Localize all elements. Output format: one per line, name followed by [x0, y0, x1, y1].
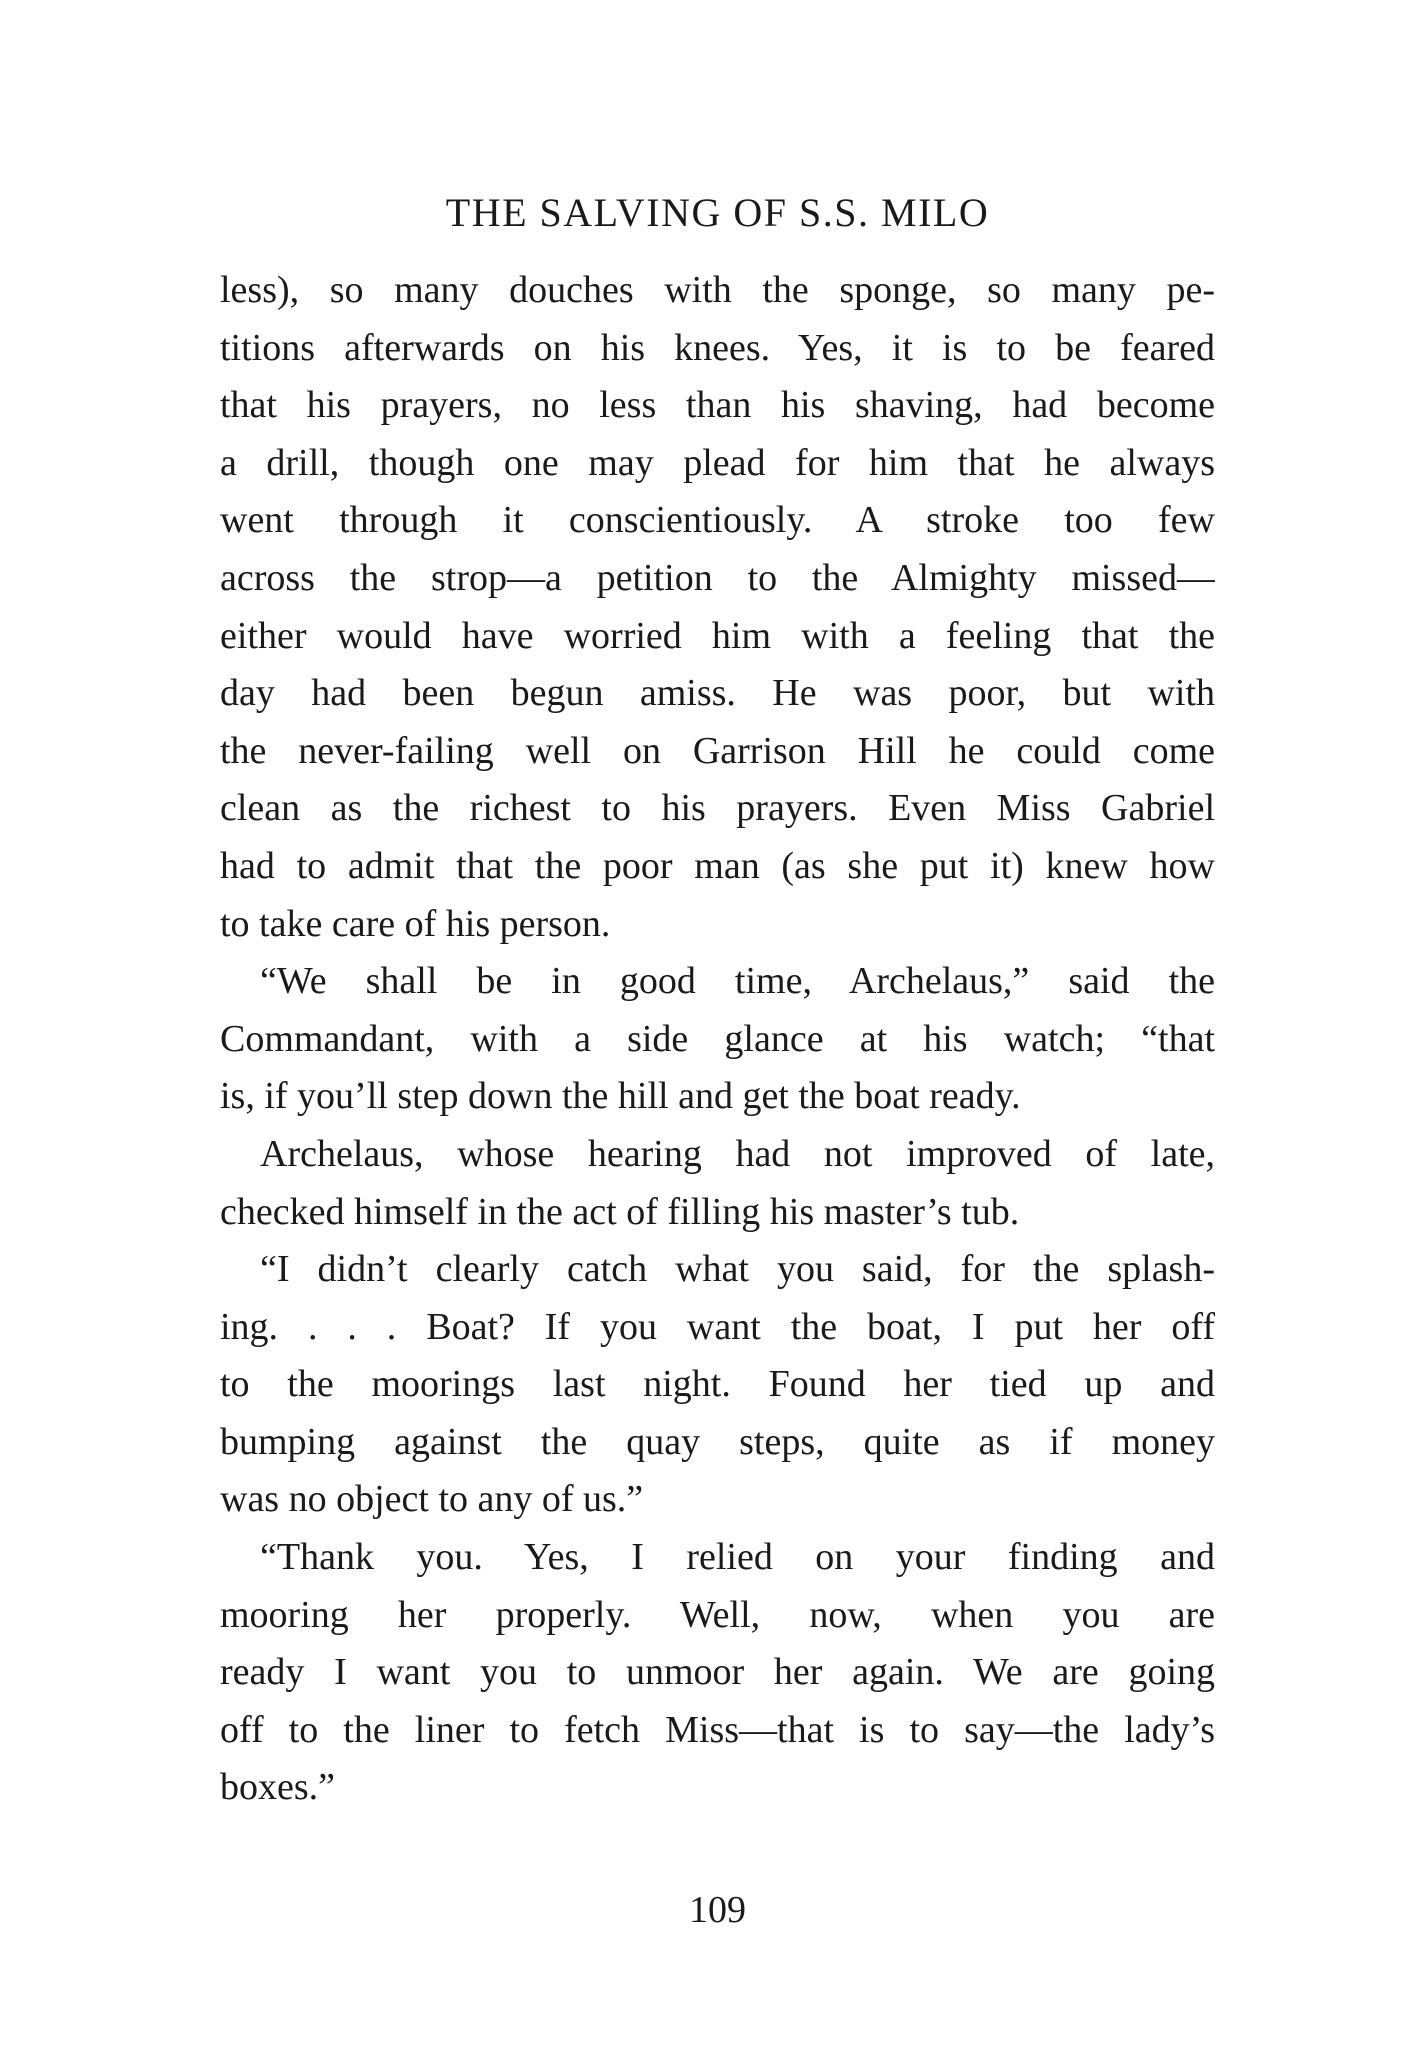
text-line: mooring her properly. Well, now, when you are [220, 1593, 1215, 1636]
text-line: less), so many douches with the sponge, so many pe- [220, 269, 1215, 311]
text-line: “I didn’t clearly catch what you said, for the splash- [260, 1248, 1215, 1291]
text-line: Commandant, with a side glance at his watch; “that [220, 1017, 1215, 1060]
text-line: a drill, though one may plead for him that he always [220, 441, 1215, 484]
text-line: checked himself in the act of filling his master’s tub. [220, 1190, 1020, 1233]
text-line: is, if you’ll step down the hill and get the boat ready. [220, 1075, 1021, 1118]
running-head: THE SALVING OF S.S. MILO [445, 190, 990, 235]
text-line: ing. . . . Boat? If you want the boat, I put her off [220, 1305, 1215, 1348]
text-line: to the moorings last night. Found her tied up and [220, 1363, 1215, 1406]
text-line: either would have worried him with a feeling that the [220, 614, 1215, 657]
text-line: ready I want you to unmoor her again. We are going [220, 1651, 1215, 1694]
text-line: the never-failing well on Garrison Hill he could come [220, 729, 1215, 772]
text-line: had to admit that the poor man (as she put it) knew how [220, 844, 1215, 887]
text-line: to take care of his person. [220, 902, 611, 945]
text-line: clean as the richest to his prayers. Even Miss Gabriel [220, 787, 1215, 830]
text-line: titions afterwards on his knees. Yes, it is to be feared [220, 326, 1215, 369]
text-line: bumping against the quay steps, quite as if money [220, 1420, 1215, 1463]
text-line: was no object to any of us.” [220, 1478, 644, 1521]
text-line: “Thank you. Yes, I relied on your finding and [260, 1536, 1215, 1579]
text-line: went through it conscientiously. A stroke too few [220, 499, 1215, 542]
page-number: 109 [689, 1889, 746, 1931]
text-line: boxes.” [220, 1766, 336, 1809]
text-line: off to the liner to fetch Miss—that is to say—the lady’s [220, 1708, 1215, 1751]
text-line: Archelaus, whose hearing had not improved of late, [260, 1132, 1215, 1175]
body-text [220, 262, 1215, 1817]
text-line: “We shall be in good time, Archelaus,” said the [260, 960, 1215, 1003]
text-line: day had been begun amiss. He was poor, but with [220, 672, 1215, 715]
text-line: that his prayers, no less than his shaving, had become [220, 384, 1215, 427]
text-line: across the strop—a petition to the Almighty missed— [220, 556, 1215, 599]
